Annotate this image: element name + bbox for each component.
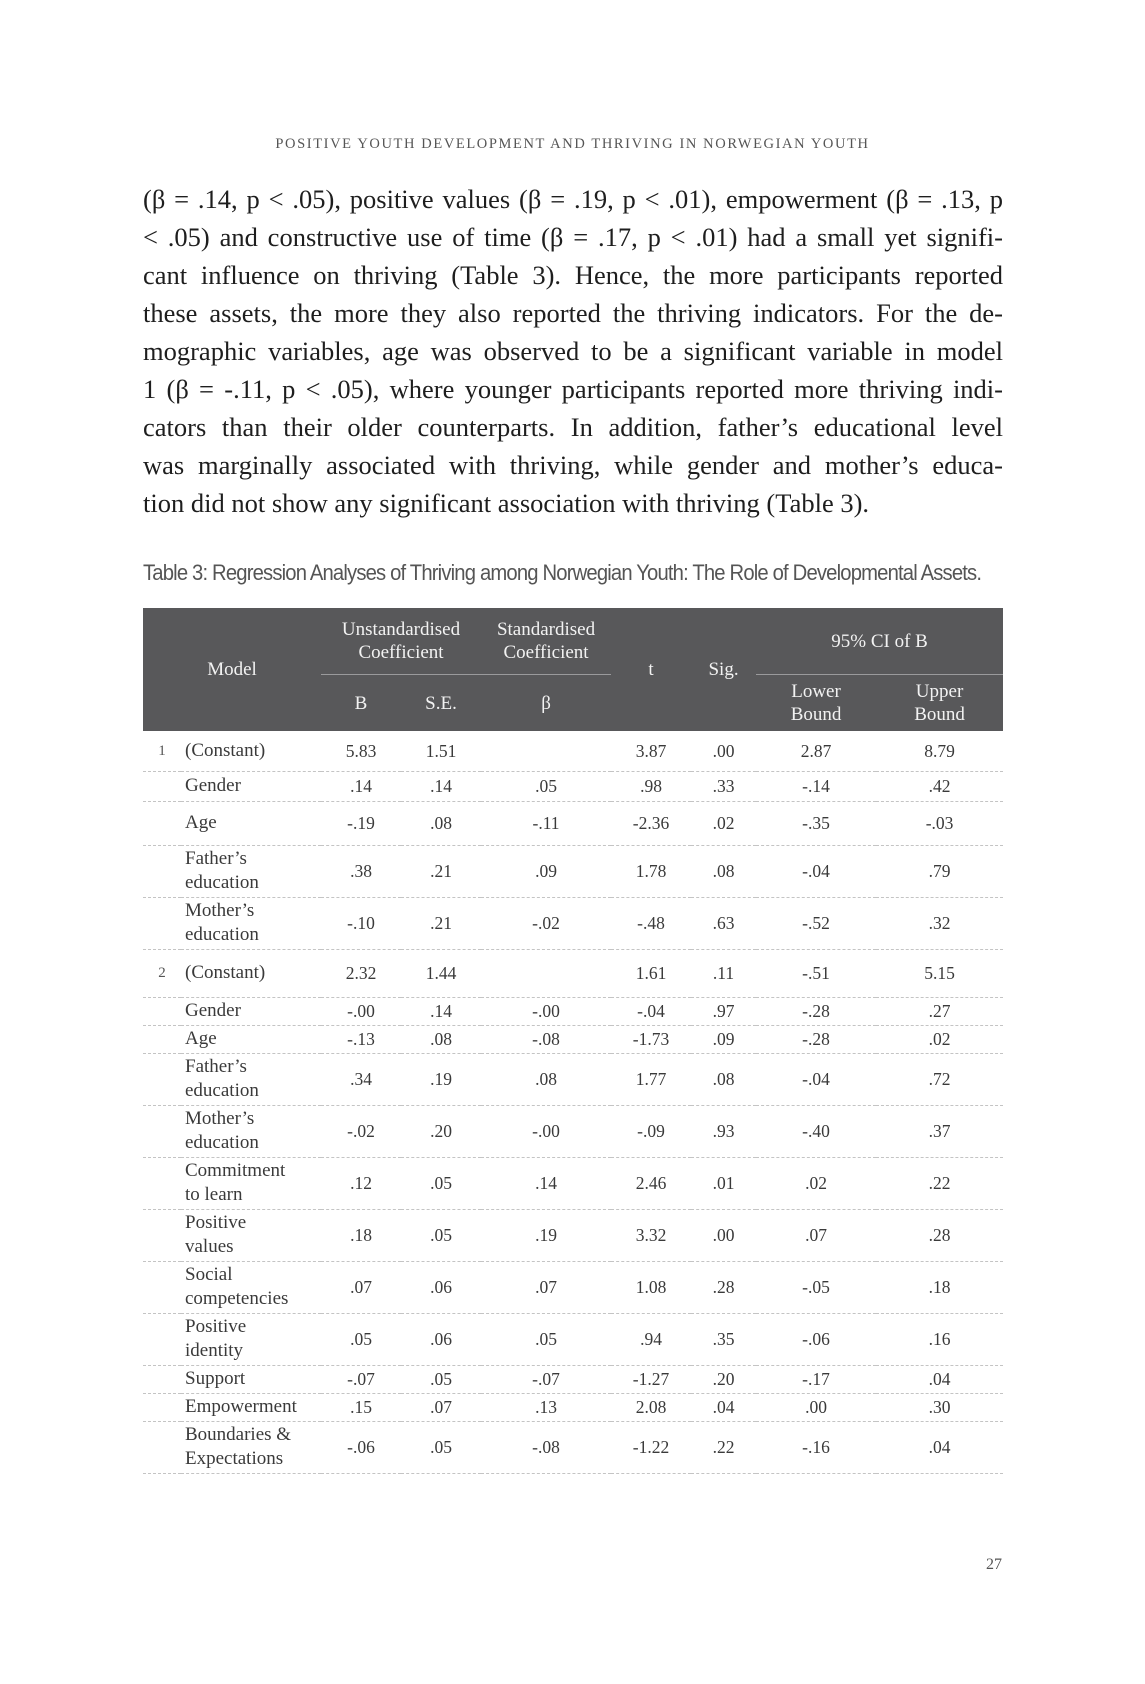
cell-se: .14	[401, 997, 481, 1025]
table-row	[143, 897, 1003, 949]
header-t: t	[611, 608, 691, 731]
cell-beta: .19	[481, 1209, 611, 1261]
cell-model-number	[143, 1421, 181, 1473]
cell-se: .05	[401, 1421, 481, 1473]
cell-model-number	[143, 1025, 181, 1053]
predictor-label-line: Support	[185, 1368, 246, 1389]
cell-upper: .37	[876, 1105, 1003, 1157]
header-lower-line1: Lower	[791, 681, 841, 702]
cell-lower: -.04	[756, 1053, 876, 1105]
table-row	[143, 845, 1003, 897]
cell-t: -1.27	[611, 1365, 691, 1393]
cell-predictor	[181, 1261, 321, 1313]
cell-t: -1.22	[611, 1421, 691, 1473]
cell-upper: .16	[876, 1313, 1003, 1365]
cell-beta: -.00	[481, 997, 611, 1025]
cell-sig: .08	[691, 845, 756, 897]
table-body	[143, 731, 1003, 1473]
regression-table-container	[143, 608, 1003, 1474]
cell-t: 1.61	[611, 949, 691, 997]
header-model: Model	[143, 608, 321, 731]
predictor-label-line: Age	[185, 812, 217, 833]
predictor-label-line: education	[185, 924, 259, 945]
cell-sig: .09	[691, 1025, 756, 1053]
cell-lower: -.51	[756, 949, 876, 997]
cell-upper: .27	[876, 997, 1003, 1025]
cell-t: 3.32	[611, 1209, 691, 1261]
cell-lower: -.16	[756, 1421, 876, 1473]
cell-t: .98	[611, 771, 691, 801]
cell-b: .05	[321, 1313, 401, 1365]
regression-table	[143, 608, 1003, 1474]
cell-predictor	[181, 1105, 321, 1157]
cell-sig: .01	[691, 1157, 756, 1209]
cell-b: -.02	[321, 1105, 401, 1157]
cell-model-number	[143, 771, 181, 801]
cell-sig: .20	[691, 1365, 756, 1393]
cell-lower: -.17	[756, 1365, 876, 1393]
predictor-label-line: education	[185, 1132, 259, 1153]
cell-upper: .02	[876, 1025, 1003, 1053]
body-line: (β = .14, p < .05), positive values (β = .19, p < .01), empowerment (β = .13, p	[143, 184, 1003, 214]
cell-t: .94	[611, 1313, 691, 1365]
cell-predictor	[181, 801, 321, 845]
table-row	[143, 1025, 1003, 1053]
cell-b: .38	[321, 845, 401, 897]
header-lower-bound	[756, 675, 876, 732]
cell-predictor	[181, 1313, 321, 1365]
predictor-label-line: Gender	[185, 1000, 241, 1021]
cell-upper: 8.79	[876, 731, 1003, 771]
cell-sig: .11	[691, 949, 756, 997]
cell-b: .12	[321, 1157, 401, 1209]
cell-t: 3.87	[611, 731, 691, 771]
cell-upper: .18	[876, 1261, 1003, 1313]
table-header	[143, 608, 1003, 731]
cell-beta: -.00	[481, 1105, 611, 1157]
body-line: cant influence on thriving (Table 3). Hence, the more participants reported	[143, 260, 1003, 290]
body-line: 1 (β = -.11, p < .05), where younger participants reported more thriving indi-	[143, 374, 1003, 404]
cell-se: .06	[401, 1261, 481, 1313]
predictor-label-line: Boundaries &	[185, 1424, 292, 1445]
predictor-label-line: Father’s	[185, 1056, 247, 1077]
cell-b: .14	[321, 771, 401, 801]
predictor-label-line: Empowerment	[185, 1396, 297, 1417]
cell-se: .21	[401, 845, 481, 897]
cell-lower: .00	[756, 1393, 876, 1421]
header-upper-bound	[876, 675, 1003, 732]
cell-lower: -.28	[756, 1025, 876, 1053]
cell-se: .05	[401, 1209, 481, 1261]
cell-beta	[481, 949, 611, 997]
cell-b: -.10	[321, 897, 401, 949]
table-row	[143, 1157, 1003, 1209]
cell-predictor	[181, 1209, 321, 1261]
table-row	[143, 1053, 1003, 1105]
table-row	[143, 997, 1003, 1025]
cell-model-number	[143, 1365, 181, 1393]
cell-sig: .22	[691, 1421, 756, 1473]
cell-upper: .28	[876, 1209, 1003, 1261]
predictor-label-line: to learn	[185, 1184, 243, 1205]
cell-beta: .05	[481, 1313, 611, 1365]
cell-upper: .22	[876, 1157, 1003, 1209]
cell-beta: .05	[481, 771, 611, 801]
cell-predictor	[181, 897, 321, 949]
cell-sig: .00	[691, 1209, 756, 1261]
predictor-label-line: identity	[185, 1340, 244, 1361]
cell-upper: .32	[876, 897, 1003, 949]
cell-upper: .30	[876, 1393, 1003, 1421]
running-head: POSITIVE YOUTH DEVELOPMENT AND THRIVING IN NORWEGIAN YOUTH	[275, 136, 870, 152]
cell-lower: -.06	[756, 1313, 876, 1365]
cell-sig: .08	[691, 1053, 756, 1105]
table-row	[143, 949, 1003, 997]
predictor-label-line: (Constant)	[185, 962, 266, 983]
cell-beta: .08	[481, 1053, 611, 1105]
predictor-label-line: Gender	[185, 775, 241, 796]
cell-beta: -.02	[481, 897, 611, 949]
cell-model-number	[143, 1209, 181, 1261]
predictor-label-line: (Constant)	[185, 739, 266, 761]
cell-sig: .04	[691, 1393, 756, 1421]
cell-b: -.00	[321, 997, 401, 1025]
cell-lower: -.05	[756, 1261, 876, 1313]
table-row	[143, 1365, 1003, 1393]
predictor-label-line: competencies	[185, 1288, 289, 1309]
cell-model-number: 2	[143, 949, 181, 997]
cell-model-number	[143, 997, 181, 1025]
predictor-label-line: Age	[185, 1028, 217, 1049]
predictor-label-line: Commitment	[185, 1160, 286, 1181]
body-line: cators than their older counterparts. In addition, father’s educational level	[143, 412, 1003, 442]
cell-b: .34	[321, 1053, 401, 1105]
cell-predictor	[181, 1157, 321, 1209]
cell-t: -.48	[611, 897, 691, 949]
table-row	[143, 1261, 1003, 1313]
body-paragraph	[143, 180, 1003, 522]
table-row	[143, 1313, 1003, 1365]
cell-se: .14	[401, 771, 481, 801]
cell-t: -.04	[611, 997, 691, 1025]
cell-sig: .93	[691, 1105, 756, 1157]
cell-upper: .04	[876, 1421, 1003, 1473]
cell-model-number	[143, 1157, 181, 1209]
cell-model-number	[143, 1393, 181, 1421]
cell-se: .05	[401, 1157, 481, 1209]
predictor-label-line: Father’s	[185, 848, 247, 869]
table-row	[143, 731, 1003, 771]
cell-b: 5.83	[321, 731, 401, 771]
cell-sig: .28	[691, 1261, 756, 1313]
cell-b: .15	[321, 1393, 401, 1421]
cell-t: 2.46	[611, 1157, 691, 1209]
cell-sig: .00	[691, 731, 756, 771]
table-row	[143, 801, 1003, 845]
cell-t: 1.77	[611, 1053, 691, 1105]
cell-predictor	[181, 1365, 321, 1393]
cell-upper: .79	[876, 845, 1003, 897]
header-b: B	[321, 675, 401, 732]
cell-predictor	[181, 1421, 321, 1473]
cell-t: 2.08	[611, 1393, 691, 1421]
cell-predictor	[181, 1025, 321, 1053]
cell-sig: .35	[691, 1313, 756, 1365]
cell-b: .18	[321, 1209, 401, 1261]
cell-model-number	[143, 897, 181, 949]
predictor-label-line: Mother’s	[185, 900, 255, 921]
cell-se: .05	[401, 1365, 481, 1393]
predictor-label-line: Expectations	[185, 1448, 284, 1469]
body-line: was marginally associated with thriving, while gender and mother’s educa-	[143, 450, 1003, 480]
cell-lower: -.04	[756, 845, 876, 897]
header-upper-line2: Bound	[914, 704, 965, 725]
cell-se: 1.51	[401, 731, 481, 771]
header-upper-line1: Upper	[915, 681, 964, 702]
header-sig: Sig.	[691, 608, 756, 731]
cell-predictor	[181, 1053, 321, 1105]
predictor-label-line: education	[185, 872, 259, 893]
cell-lower: 2.87	[756, 731, 876, 771]
cell-b: -.13	[321, 1025, 401, 1053]
header-beta: β	[481, 675, 611, 732]
body-line: tion did not show any significant association with thriving (Table 3).	[143, 488, 870, 518]
body-line: these assets, the more they also reported the thriving indicators. For the de-	[143, 298, 1003, 328]
cell-se: .20	[401, 1105, 481, 1157]
cell-predictor	[181, 845, 321, 897]
cell-lower: .02	[756, 1157, 876, 1209]
cell-beta: .14	[481, 1157, 611, 1209]
header-lower-line2: Bound	[790, 704, 842, 725]
predictor-label-line: values	[185, 1236, 234, 1257]
cell-predictor	[181, 997, 321, 1025]
header-se: S.E.	[401, 675, 481, 732]
cell-model-number	[143, 1105, 181, 1157]
cell-model-number	[143, 1261, 181, 1313]
page-number: 27	[986, 1556, 1002, 1573]
cell-upper: .04	[876, 1365, 1003, 1393]
cell-b: .07	[321, 1261, 401, 1313]
cell-beta: -.11	[481, 801, 611, 845]
cell-beta: .13	[481, 1393, 611, 1421]
cell-beta: -.08	[481, 1025, 611, 1053]
cell-predictor	[181, 949, 321, 997]
cell-upper: .72	[876, 1053, 1003, 1105]
cell-predictor	[181, 731, 321, 771]
cell-t: -2.36	[611, 801, 691, 845]
header-unstd-line2: Coefficient	[358, 642, 444, 663]
cell-t: -.09	[611, 1105, 691, 1157]
table-row	[143, 1105, 1003, 1157]
table-row	[143, 1209, 1003, 1261]
table-caption: Table 3: Regression Analyses of Thriving among Norwegian Youth: The Role of Developmental Assets.	[143, 560, 982, 585]
cell-model-number	[143, 1313, 181, 1365]
cell-beta: -.08	[481, 1421, 611, 1473]
predictor-label-line: education	[185, 1080, 259, 1101]
header-standardised	[481, 608, 611, 675]
cell-beta: .07	[481, 1261, 611, 1313]
cell-b: -.19	[321, 801, 401, 845]
table-row	[143, 1421, 1003, 1473]
cell-sig: .02	[691, 801, 756, 845]
cell-se: 1.44	[401, 949, 481, 997]
cell-predictor	[181, 1393, 321, 1421]
cell-t: 1.78	[611, 845, 691, 897]
cell-upper: .42	[876, 771, 1003, 801]
predictor-label-line: Mother’s	[185, 1108, 255, 1129]
cell-se: .06	[401, 1313, 481, 1365]
header-unstandardised	[321, 608, 481, 675]
cell-b: -.07	[321, 1365, 401, 1393]
predictor-label-line: Positive	[185, 1316, 247, 1337]
cell-t: 1.08	[611, 1261, 691, 1313]
cell-se: .08	[401, 801, 481, 845]
cell-beta: .09	[481, 845, 611, 897]
header-ci: 95% CI of B	[756, 608, 1003, 675]
cell-sig: .97	[691, 997, 756, 1025]
cell-se: .08	[401, 1025, 481, 1053]
cell-lower: .07	[756, 1209, 876, 1261]
cell-se: .07	[401, 1393, 481, 1421]
predictor-label-line: Positive	[185, 1212, 247, 1233]
predictor-label-line: Social	[185, 1264, 233, 1285]
cell-upper: 5.15	[876, 949, 1003, 997]
cell-sig: .33	[691, 771, 756, 801]
header-unstd-line1: Unstandardised	[341, 619, 461, 640]
body-line: mographic variables, age was observed to be a significant variable in model	[143, 336, 1003, 366]
cell-sig: .63	[691, 897, 756, 949]
body-line: < .05) and constructive use of time (β = .17, p < .01) had a small yet signifi-	[143, 222, 1003, 252]
cell-lower: -.52	[756, 897, 876, 949]
cell-model-number: 1	[143, 731, 181, 771]
cell-se: .21	[401, 897, 481, 949]
cell-lower: -.40	[756, 1105, 876, 1157]
cell-model-number	[143, 801, 181, 845]
cell-se: .19	[401, 1053, 481, 1105]
cell-predictor	[181, 771, 321, 801]
cell-beta: -.07	[481, 1365, 611, 1393]
cell-model-number	[143, 845, 181, 897]
cell-model-number	[143, 1053, 181, 1105]
cell-b: -.06	[321, 1421, 401, 1473]
table-row	[143, 1393, 1003, 1421]
cell-lower: -.14	[756, 771, 876, 801]
cell-lower: -.35	[756, 801, 876, 845]
header-std-line1: Standardised	[496, 619, 596, 640]
table-row	[143, 771, 1003, 801]
header-std-line2: Coefficient	[503, 642, 589, 663]
cell-upper: -.03	[876, 801, 1003, 845]
cell-b: 2.32	[321, 949, 401, 997]
cell-beta	[481, 731, 611, 771]
cell-lower: -.28	[756, 997, 876, 1025]
cell-t: -1.73	[611, 1025, 691, 1053]
